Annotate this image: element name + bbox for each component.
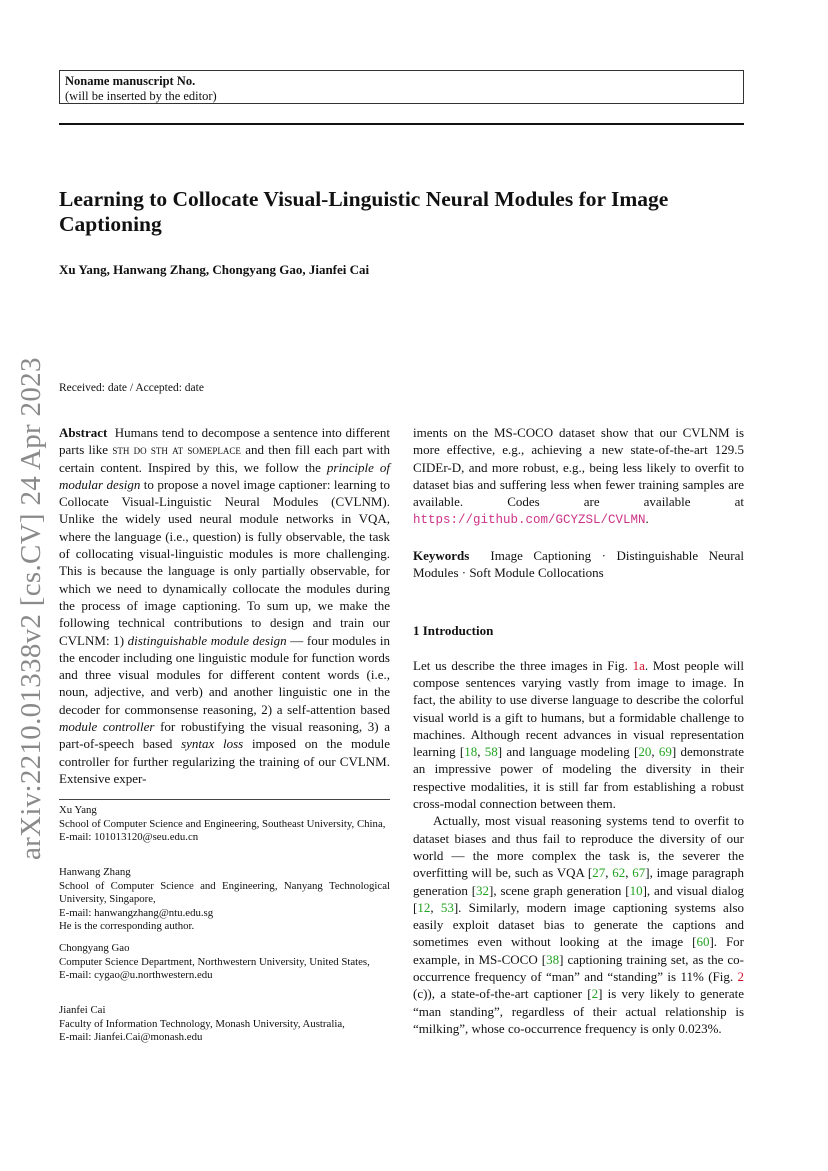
- abstract-left: [59, 424, 390, 787]
- citation-link[interactable]: 18: [464, 744, 478, 760]
- affiliation-line: Faculty of Information Technology, Monash University, Australia,: [59, 1017, 345, 1030]
- affiliation-name: Xu Yang: [59, 804, 97, 816]
- abstract-text: — four modules in the encoder including one linguistic module for function words and three visual modules for different content words (i.e., noun, adjective, and verb) and another linguistic one in the decoder for commonsense reasoning, 2) a self-attention based: [59, 632, 390, 717]
- affiliation-chongyang-gao: [59, 942, 390, 983]
- abstract-text: for robustifying the visual reasoning, 3) a part-of-speech based: [59, 719, 390, 752]
- abstract-italic: distinguishable module design: [127, 632, 287, 648]
- abstract-text: imposed on the module controller for further regularizing the training of our CVLNM. Extensive exper-: [59, 736, 390, 786]
- affiliation-hanwang-zhang: [59, 866, 390, 934]
- figure-link[interactable]: 2: [737, 969, 744, 985]
- paper-title: Learning to Collocate Visual-Linguistic Neural Modules for Image Captioning: [59, 187, 669, 236]
- abstract-italic: module controller: [59, 719, 155, 735]
- citation-link[interactable]: 62: [612, 865, 626, 881]
- editor-note-box: [59, 70, 744, 104]
- affiliation-line: E-mail: cygao@u.northwestern.edu: [59, 969, 213, 982]
- abstract-italic: syntax loss: [181, 736, 244, 752]
- affiliation-line: School of Computer Science and Engineering, Nanyang Technological University, Singapore,: [59, 879, 390, 906]
- affiliation-line: School of Computer Science and Engineering, Southeast University, China,: [59, 817, 386, 830]
- citation-link[interactable]: 12: [417, 899, 431, 915]
- affiliation-jianfei-cai: [59, 1004, 390, 1045]
- abstract-label: Abstract: [59, 425, 108, 440]
- affiliation-line: E-mail: hanwangzhang@ntu.edu.sg: [59, 906, 214, 919]
- arxiv-stamp: arXiv:2210.01338v2 [cs.CV] 24 Apr 2023: [15, 357, 47, 860]
- footnote-rule: [59, 799, 390, 800]
- citation-link[interactable]: 60: [696, 934, 710, 950]
- figure-link[interactable]: 1a: [632, 657, 645, 673]
- affiliation-xu-yang: [59, 804, 390, 845]
- citation-link[interactable]: 20: [638, 744, 652, 760]
- citation-link[interactable]: 2: [591, 986, 599, 1002]
- header-rule: [59, 123, 744, 125]
- affiliation-name: Jianfei Cai: [59, 1004, 106, 1016]
- citation-link[interactable]: 38: [546, 951, 560, 967]
- citation-link[interactable]: 67: [632, 865, 646, 881]
- intro-paragraph-1: Let us describe the three images in Fig. 1a. Most people will compose sentences varying vastly from image to image. In fact, the ability to use diverse language to describe the colorful visual world is a gift to humans, but a formidable challenge to machines. Although recent advances in visual representation learning [18, 58] and language modeling [20, 69] demonstrate an impressive power of modeling the diversity in their respective modalities, it is still far from establishing a robust cross-modal connection between them.: [413, 657, 744, 812]
- editor-note: (will be inserted by the editor): [65, 89, 217, 103]
- affiliation-line: Computer Science Department, Northwestern University, United States,: [59, 955, 370, 968]
- keywords-label: Keywords: [413, 547, 470, 563]
- citation-link[interactable]: 27: [592, 865, 606, 881]
- affiliation-name: Hanwang Zhang: [59, 866, 131, 878]
- citation-link[interactable]: 32: [476, 882, 490, 898]
- abstract-text: and then fill each part with certain content. Inspired by this, we follow the: [59, 442, 391, 475]
- citation-link[interactable]: 58: [484, 744, 498, 760]
- section-heading: 1 Introduction: [413, 623, 494, 639]
- abstract-smallcaps: sth do sth at someplace: [112, 442, 241, 458]
- manuscript-label: Noname manuscript No.: [65, 74, 196, 88]
- citation-link[interactable]: 10: [629, 882, 643, 898]
- abstract-text: Humans tend to decompose a sentence into different parts like: [59, 425, 390, 458]
- abstract-text: to propose a novel image captioner: learning to Collocate Visual-Linguistic Neural Modules (CVLNM). Unlike the widely used neural module networks in VQA, where the language (i.e., question) is fully observable, the task of collocating visual-linguistic modules is more challenging. This is because the language is only partially observable, for which we need to dynamically collocate the modules during the process of image captioning. To sum up, we make the following technical contributions to design and train our CVLNM: 1): [59, 476, 390, 648]
- affiliation-line: E-mail: Jianfei.Cai@monash.edu: [59, 1031, 203, 1044]
- keywords-text: Image Captioning · Distinguishable Neural Modules · Soft Module Collocations: [413, 547, 744, 581]
- citation-link[interactable]: 53: [440, 899, 454, 915]
- right-column: [413, 424, 744, 1037]
- abstract-text: .: [645, 511, 649, 527]
- affiliation-line: E-mail: 101013120@seu.edu.cn: [59, 831, 199, 844]
- received-date: Received: date / Accepted: date: [59, 382, 204, 394]
- affiliation-name: Chongyang Gao: [59, 942, 130, 954]
- citation-link[interactable]: 69: [658, 744, 672, 760]
- intro-paragraph-2: Actually, most visual reasoning systems tend to overfit to dataset biases and thus fail to reproduce the diversity of our world — the more complex the task is, the severer the overfitting will be, such as VQA [27, 62, 67], image paragraph generation [32], scene graph generation [10], and visual dialog [12, 53]. Similarly, modern image captioning systems also easily exploit dataset bias to generate the captions and sometimes even without looking at the image [60]. For example, in MS-COCO [38] captioning training set, as the co-occurrence frequency of “man” and “standing” is 11% (Fig. 2 (c)), a state-of-the-art captioner [2] is very likely to generate “man standing”, regardless of their actual relationship is “milking”, whose co-occurrence frequency is only 0.023%.: [413, 813, 745, 1036]
- abstract-italic: principle of modular design: [59, 459, 391, 492]
- abstract-text: iments on the MS-COCO dataset show that our CVLNM is more effective, e.g., achieving a new state-of-the-art 129.5 CIDEr-D, and more robust, e.g., being less likely to overfit to dataset bias and suffering less when fewer training samples are available. Codes are available at: [413, 425, 744, 510]
- code-link[interactable]: https://github.com/GCYZSL/CVLMN: [413, 513, 646, 528]
- author-list: Xu Yang, Hanwang Zhang, Chongyang Gao, Jianfei Cai: [59, 262, 370, 277]
- affiliation-line: He is the corresponding author.: [59, 920, 195, 933]
